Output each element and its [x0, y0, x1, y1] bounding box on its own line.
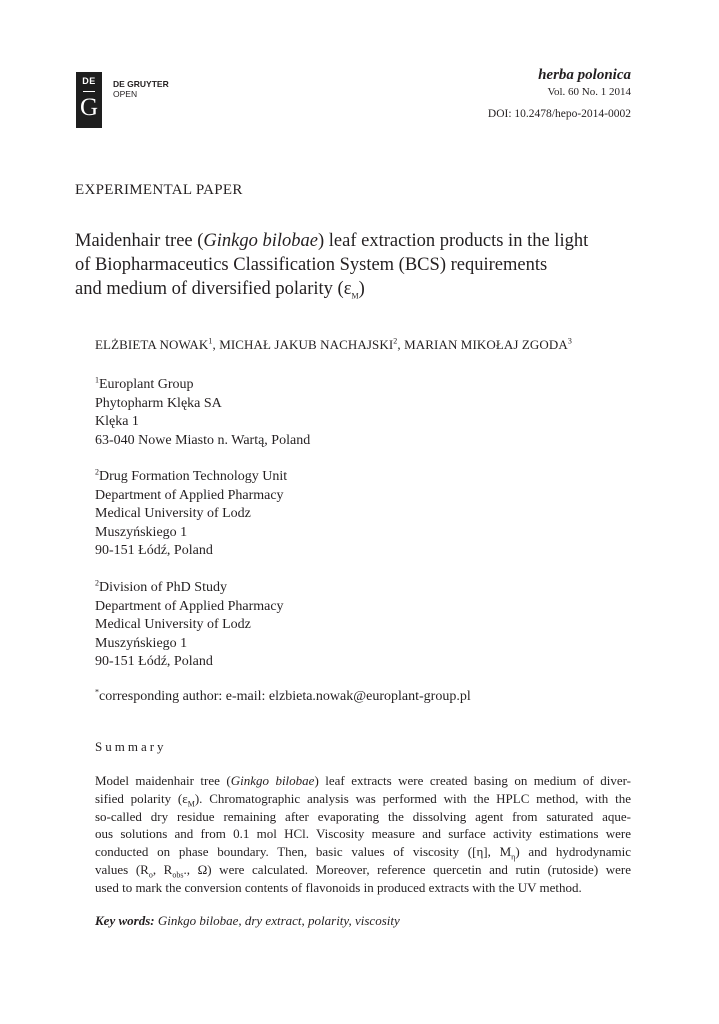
paper-title: Maidenhair tree (Ginkgo bilobae) leaf extraction products in the light of Biopharmaceutics Classification System (BCS) requirements and medium of diversified polarity $(\varepsilon_M)$ [75, 231, 589, 301]
author: ELŻBIETA NOWAK [95, 337, 209, 352]
keywords [95, 913, 400, 929]
doi[interactable]: DOI: 10.2478/hepo-2014-0002 [487, 108, 631, 120]
publisher-line1: DE GRUYTER [113, 79, 169, 89]
publisher-line2: OPEN [113, 89, 138, 99]
logo-divider [83, 91, 95, 92]
summary-heading: Summary [95, 739, 167, 754]
logo-de-text: DE [82, 76, 96, 86]
journal-name: herba polonica [538, 67, 631, 83]
summary-text: Model maidenhair tree (Ginkgo bilobae) leaf extracts were created basing on medium of diver- sified polarity $(\varepsilon_M)$. Chromatographic analysis was performed with the HPLC method, with the so-called dry residue remaining after evaporating the dissolving agent from saturated aque- ous solutions and from 0.1 mol HCl. Viscosity measure and surface activity estimations were conducted on phase boundary. Then, basic values of viscosity ([η], $M_\eta$) and hydrodynamic values ($R_o$, $R_{obs}$., Ω) were calculated. Moreover, reference quercetin and rutin (rutoside) were used to mark the conversion contents of flavonoids in produced extracts with the UV method. [95, 773, 632, 895]
keywords-text: Ginkgo bilobae, dry extract, polarity, viscosity [154, 913, 400, 928]
publisher-logo [76, 72, 102, 128]
publisher-name [113, 79, 169, 99]
author-list: ELŻBIETA NOWAK$^1$, MICHAŁ JAKUB NACHAJSKI$^2$, MARIAN MIKOŁAJ ZGODA$^3$ [95, 336, 572, 352]
logo-g-text: G [79, 94, 99, 121]
journal-volume: Vol. 60 No. 1 2014 [547, 86, 631, 98]
corresponding-email[interactable]: corresponding author: e-mail: elzbieta.nowak@europlant-group.pl [99, 689, 471, 704]
author: MICHAŁ JAKUB NACHAJSKI [219, 337, 394, 352]
author: MARIAN MIKOŁAJ ZGODA [404, 337, 568, 352]
affiliation-2: $^2$Drug Formation Technology Unit Department of Applied Pharmacy Medical University of Lodz Muszyńskiego 1 90-151 Łódź, Poland [95, 467, 288, 558]
keywords-label: Key words: [95, 913, 155, 928]
affiliation-3: $^2$Division of PhD Study Department of Applied Pharmacy Medical University of Lodz Muszyńskiego 1 90-151 Łódź, Poland [95, 578, 284, 669]
paper-type: EXPERIMENTAL PAPER [75, 182, 243, 198]
corresponding-author: *corresponding author: e-mail: elzbieta.nowak@europlant-group.pl [95, 687, 471, 704]
affiliation-1: $^1$Europlant Group Phytopharm Klęka SA Klęka 1 63-040 Nowe Miasto n. Wartą, Poland [95, 375, 311, 448]
